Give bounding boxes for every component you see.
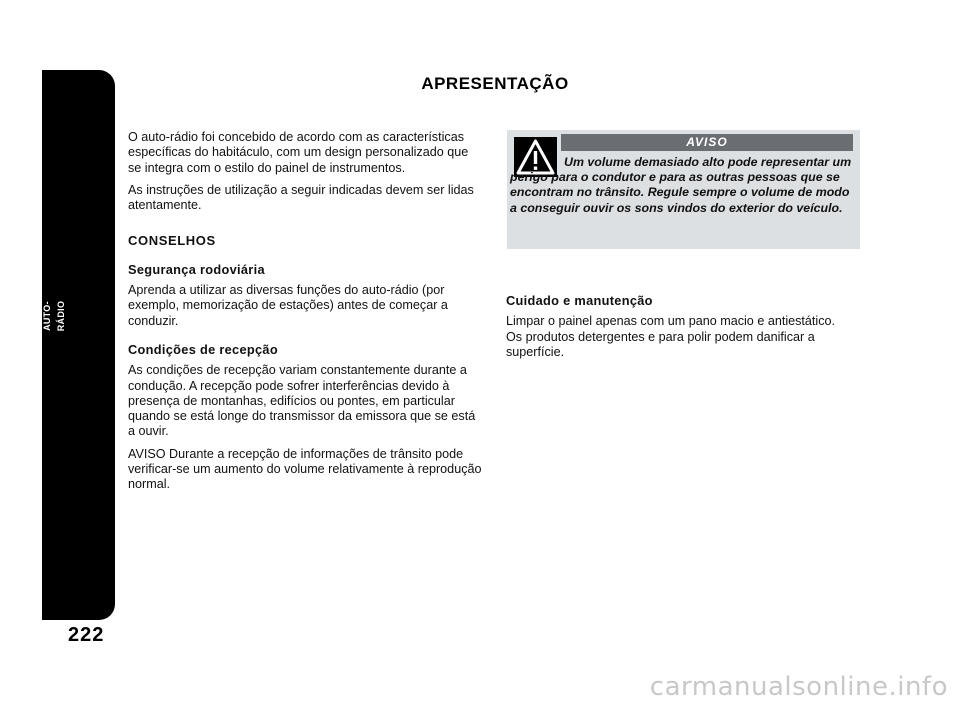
chapter-label: AUTO-RÁDIO xyxy=(42,300,66,332)
watermark: carmanualsonline.info xyxy=(649,672,948,702)
safety-heading: Segurança rodoviária xyxy=(128,261,265,277)
warning-text: Um volume demasiado alto pode representar um perigo para o condutor e para as outras pessoas que se encontram no trânsito. Regule sempre o volume de modo a conseguir ouvir os sons vindos do exterior do veículo. xyxy=(510,155,852,215)
care-text: Limpar o painel apenas com um pano macio e antiestático. Os produtos detergentes e para polir podem danificar a superfície. xyxy=(506,314,836,359)
warning-box xyxy=(507,130,860,249)
left-column xyxy=(128,130,483,500)
safety-text: Aprenda a utilizar as diversas funções do auto-rádio (por exemplo, memorização de estações) antes de começar a conduzir. xyxy=(128,283,448,328)
section-heading-conselhos: CONSELHOS xyxy=(128,233,216,249)
reception-paragraph-2: AVISO Durante a recepção de informações de trânsito pode verificar-se um aumento do volume relativamente à reprodução normal. xyxy=(128,446,482,492)
warning-header: AVISO xyxy=(561,134,853,151)
page-title: APRESENTAÇÃO xyxy=(421,74,569,93)
right-column xyxy=(506,293,846,360)
reception-paragraph-1: As condições de recepção variam constantemente durante a condução. A recepção pode sofrer interferências devido à presença de montanhas, edifícios ou pontes, em particular quando se está longe do transmissor da emissora que se está a ouvir. xyxy=(128,363,476,439)
care-heading: Cuidado e manutenção xyxy=(506,293,653,308)
intro-paragraph-2: As instruções de utilização a seguir indicadas devem ser lidas atentamente. xyxy=(128,182,474,213)
reception-heading: Condições de recepção xyxy=(128,341,278,357)
page-number: 222 xyxy=(68,624,105,646)
intro-paragraph-1: O auto-rádio foi concebido de acordo com as características específicas do habitáculo, com um design personalizado que se integra com o estilo do painel de instrumentos. xyxy=(128,130,469,175)
